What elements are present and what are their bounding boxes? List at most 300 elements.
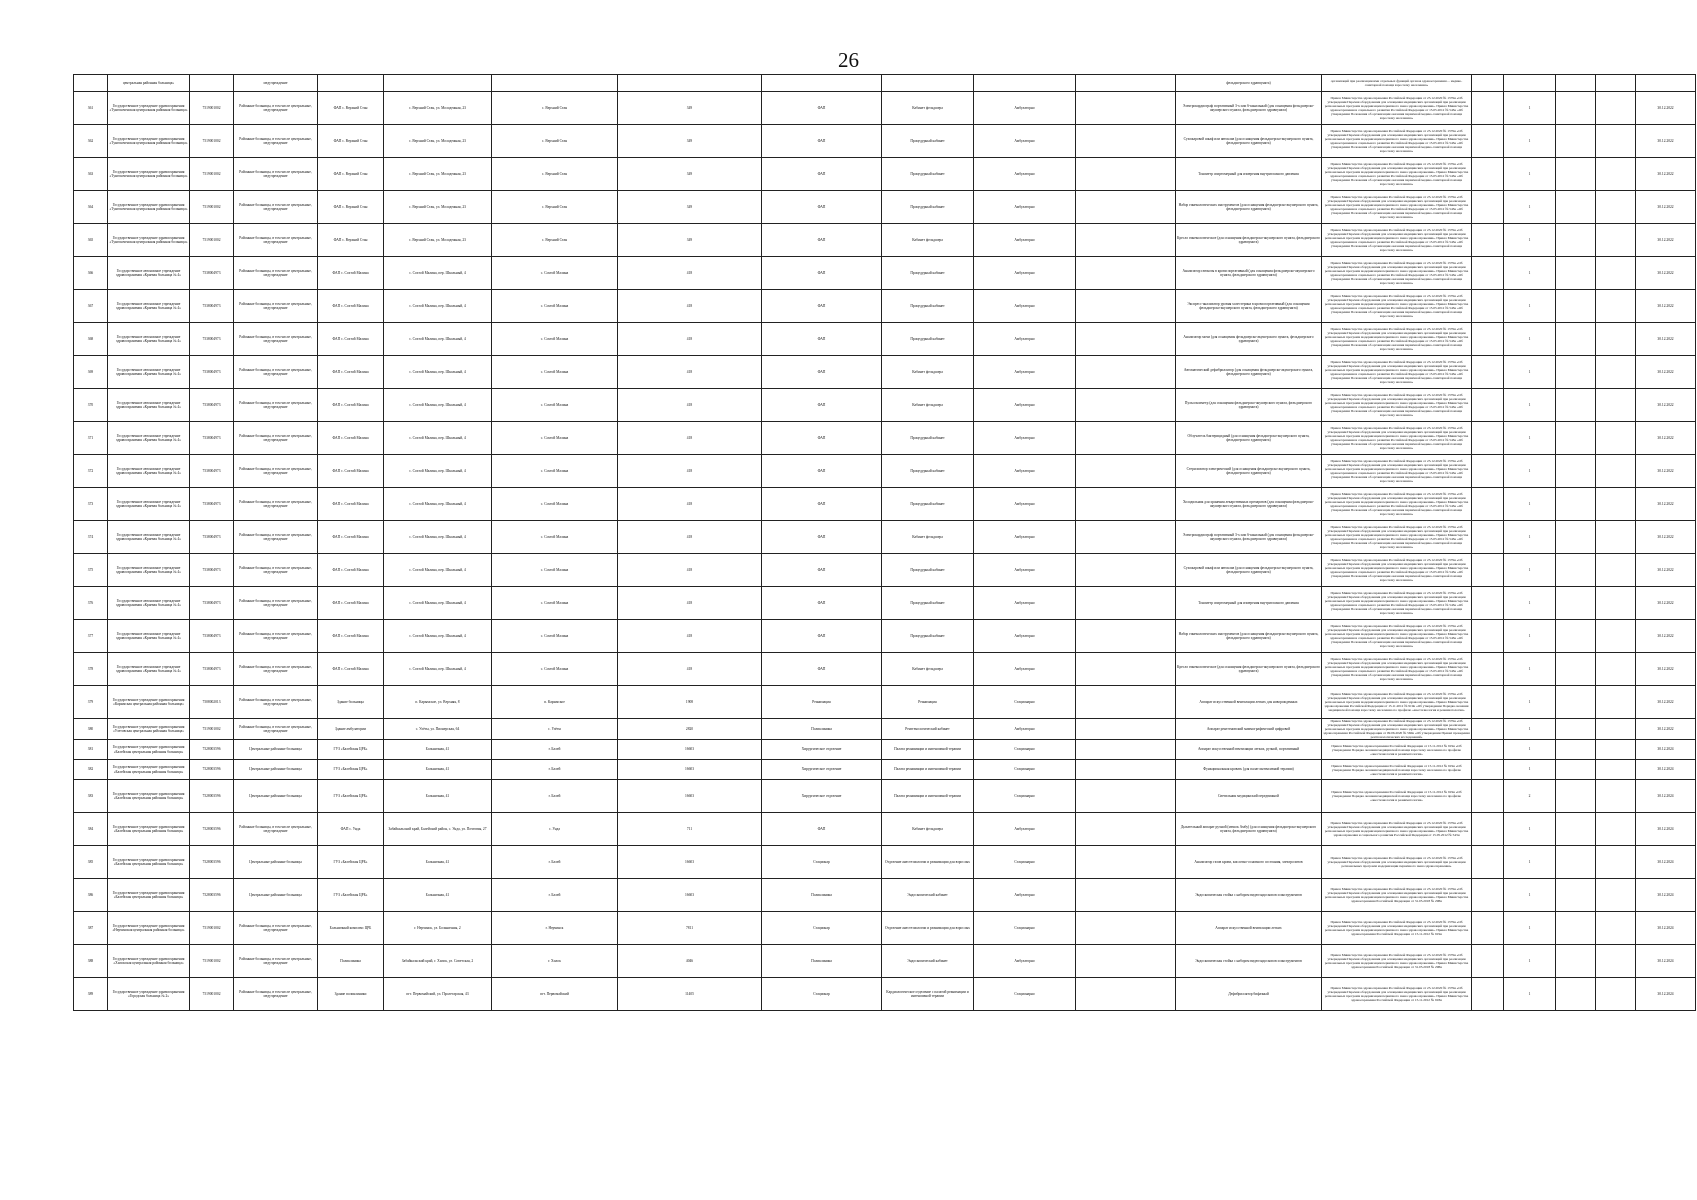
cell-no: 383: [74, 780, 108, 813]
cell-settlement: с. Верхний Стан: [492, 125, 618, 158]
cell-address: с. Сохтой Малина, пер. Школьный, 4: [384, 257, 492, 290]
cell-no: 368: [74, 323, 108, 356]
cell-date: 30.12.2022: [1636, 125, 1696, 158]
cell-legal: Приказ Министерства здравоохранения Российской Федерации от 23.12.2020 № 1379н «Об утверждении Перечня оборудования для оснащения медицинских организаций при реализации региональных программ модернизации первичного звена здравоохранения». Приказ Министерства здравоохранения и социального развития Российской Федерации от 15.05.2012 № 543н «Об утверждении Положения об организации оказания первичной медико-санитарной помощи взрослому населению»: [1322, 290, 1472, 323]
empty-cell: [1556, 422, 1596, 455]
empty-cell: [1472, 92, 1504, 125]
cell-type: медучреждение: [234, 75, 318, 92]
empty-cell: [1596, 290, 1636, 323]
cell-subdiv: Стационар: [762, 978, 882, 1011]
cell-qty: 1: [1504, 879, 1556, 912]
cell-unit: ФАП с. Сохтой Малина: [318, 389, 384, 422]
empty-cell: [1076, 92, 1176, 125]
empty-cell: [1556, 191, 1596, 224]
cell-qty: 2: [1504, 780, 1556, 813]
cell-care: Амбулаторно: [974, 356, 1076, 389]
cell-equipment: Набор гинекологических инструментов (для оснащения фельдшерско-акушерского пункта, фельдшерского здравпункта): [1176, 620, 1322, 653]
cell-subdiv: ФАП: [762, 813, 882, 846]
cell-no: 384: [74, 813, 108, 846]
cell-settlement: с. Сохтой Малина: [492, 521, 618, 554]
cell-room: Процедурный кабинет: [882, 587, 974, 620]
cell-settlement: с. Верхний Стан: [492, 224, 618, 257]
cell-unit: ФАП с. Сохтой Малина: [318, 323, 384, 356]
empty-cell: [1076, 323, 1176, 356]
cell-address: пгт. Первомайский, ул. Пролетарская, 43: [384, 978, 492, 1011]
cell-settlement: г. Хилок: [492, 945, 618, 978]
cell-inn: 7528003596: [190, 760, 234, 780]
table-row: [74, 125, 1696, 158]
empty-cell: [1472, 740, 1504, 760]
cell-no: 375: [74, 554, 108, 587]
empty-cell: [1556, 488, 1596, 521]
cell-address: с. Сохтой Малина, пер. Школьный, 4: [384, 389, 492, 422]
cell-subdiv: ФАП: [762, 455, 882, 488]
cell-legal: Приказ Министерства здравоохранения Российской Федерации от 23.12.2020 № 1379н «Об утверждении Перечня оборудования для оснащения медицинских организаций при реализации региональных программ модернизации первичного звена здравоохранения». Приказ Министерства здравоохранения и социального развития Российской Федерации от 15.05.2012 № 543н «Об утверждении Положения об организации оказания первичной медико-санитарной помощи взрослому населению»: [1322, 191, 1472, 224]
cell-oktmo: 11405: [618, 978, 762, 1011]
cell-equipment: Анализатор газов крови, кислотно-основного состояния, электролитов: [1176, 846, 1322, 879]
cell-room: Отделение анестезиологии и реанимации для взрослых: [882, 912, 974, 945]
cell-address: с. Сохтой Малина, пер. Школьный, 4: [384, 323, 492, 356]
cell-inn: 7519001002: [190, 945, 234, 978]
cell-settlement: пгт. Первомайский: [492, 978, 618, 1011]
cell-date: 30.12.2022: [1636, 290, 1696, 323]
cell-care: Амбулаторно: [974, 323, 1076, 356]
cell-inn: 7519001002: [190, 719, 234, 740]
empty-cell: [1472, 620, 1504, 653]
cell-type: Районные больницы, в том числе центральные, медучреждение: [234, 158, 318, 191]
cell-date: 30.12.2022: [1636, 686, 1696, 719]
cell-settlement: с. Сохтой Малина: [492, 290, 618, 323]
cell-subdiv: ФАП: [762, 125, 882, 158]
table-row: [74, 191, 1696, 224]
empty-cell: [1472, 290, 1504, 323]
empty-cell: [1596, 422, 1636, 455]
cell-date: 30.12.2022: [1636, 191, 1696, 224]
cell-care: Стационарно: [974, 780, 1076, 813]
empty-cell: [1596, 719, 1636, 740]
cell-legal: Приказ Министерства здравоохранения Российской Федерации от 23.12.2020 № 1379н «Об утверждении Перечня оборудования для оснащения медицинских организаций при реализации региональных программ модернизации первичного звена здравоохранения». Приказ Министерства здравоохранения и социального развития Российской Федерации от 15.05.2012 № 543н «Об утверждении Положения об организации оказания первичной медико-санитарной помощи взрослому населению»: [1322, 554, 1472, 587]
cell-legal: Приказ Министерства здравоохранения Российской Федерации от 23.12.2020 № 1379н «Об утверждении Перечня оборудования для оснащения медицинских организаций при реализации региональных программ модернизации первичного звена здравоохранения». Приказ Министерства здравоохранения и социального развития Российской Федерации от 15.05.2012 № 543н «Об утверждении Положения об организации оказания первичной медико-санитарной помощи взрослому населению»: [1322, 455, 1472, 488]
empty-cell: [1472, 224, 1504, 257]
cell-no: 366: [74, 257, 108, 290]
cell-care: Амбулаторно: [974, 422, 1076, 455]
cell-oktmo: 418: [618, 389, 762, 422]
cell-room: Кабинет фельдшера: [882, 356, 974, 389]
cell-care: Амбулаторно: [974, 191, 1076, 224]
empty-cell: [1472, 554, 1504, 587]
empty-cell: [1472, 356, 1504, 389]
cell-subdiv: Стационар: [762, 846, 882, 879]
table-row: [74, 455, 1696, 488]
cell-address: Больничная, 41: [384, 780, 492, 813]
empty-cell: [1596, 158, 1636, 191]
empty-cell: [1556, 356, 1596, 389]
cell-oktmo: 2820: [618, 719, 762, 740]
cell-legal: Приказ Министерства здравоохранения Российской Федерации от 15.11.2012 № 919н «Об утверждении Порядка оказания медицинской помощи взрослому населению по профилю «анестезиология и реаниматология»: [1322, 740, 1472, 760]
cell-no: 367: [74, 290, 108, 323]
empty-cell: [1076, 554, 1176, 587]
cell-legal: Приказ Министерства здравоохранения Российской Федерации от 23.12.2020 № 1379н «Об утверждении Перечня оборудования для оснащения медицинских организаций при реализации региональных программ модернизации первичного звена здравоохранения». Приказ Министерства здравоохранения и социального развития Российской Федерации от 15.05.2012 № 543н «Об утверждении Положения об организации оказания первичной медико-санитарной помощи взрослому населению»: [1322, 521, 1472, 554]
table-row: [74, 75, 1696, 92]
cell-settlement: с. Верхний Стан: [492, 92, 618, 125]
cell-qty: 1: [1504, 455, 1556, 488]
empty-cell: [1596, 945, 1636, 978]
cell-settlement: с. Сохтой Малина: [492, 257, 618, 290]
cell-qty: 1: [1504, 719, 1556, 740]
cell-type: Центральные районные больницы: [234, 879, 318, 912]
empty-cell: [1556, 653, 1596, 686]
empty-cell: [1596, 389, 1636, 422]
cell-legal: Приказ Министерства здравоохранения Российской Федерации от 23.12.2020 № 1379н «Об утверждении Перечня оборудования для оснащения медицинских организаций при реализации региональных программ модернизации первичного звена здравоохранения». Приказ Министерства здравоохранения и социального развития Российской Федерации от 15.05.2012 № 543н «Об утверждении Положения об организации оказания первичной медико-санитарной помощи взрослому населению»: [1322, 488, 1472, 521]
cell-type: Районные больницы, в том числе центральные, медучреждение: [234, 224, 318, 257]
cell-equipment: Тонометр спиртомерный для измерения внутриглазного давления: [1176, 158, 1322, 191]
cell-legal: Приказ Министерства здравоохранения Российской Федерации от 23.12.2020 № 1379н «Об утверждении Перечня оборудования для оснащения медицинских организаций при реализации региональных программ модернизации первичного звена здравоохранения». Приказ Министерства здравоохранения Российской Федерации от 31.05.2018 № 298н: [1322, 879, 1472, 912]
cell-oktmo: 418: [618, 290, 762, 323]
cell-inn: 7538004973: [190, 422, 234, 455]
empty-cell: [1076, 740, 1176, 760]
empty-cell: [1596, 488, 1636, 521]
cell-type: Районные больницы, в том числе центральные, медучреждение: [234, 92, 318, 125]
cell-no: 381: [74, 740, 108, 760]
empty-cell: [1556, 719, 1596, 740]
cell-oktmo: 16603: [618, 879, 762, 912]
cell-date: 30.12.2022: [1636, 554, 1696, 587]
empty-cell: [1472, 75, 1504, 92]
table-row: [74, 422, 1696, 455]
cell-equipment: Пульсоксиметр (для оснащения фельдшерско-акушерского пункта, фельдшерского здравпункта): [1176, 389, 1322, 422]
empty-cell: [1472, 488, 1504, 521]
cell-equipment: Дыхательный аппарат ручной (мешок Амбу) (для оснащения фельдшерско-акушерского пункта, фельдшерского здравпункта): [1176, 813, 1322, 846]
cell-oktmo: 418: [618, 455, 762, 488]
cell-settlement: [492, 75, 618, 92]
cell-unit: ФАП с. Сохтой Малина: [318, 422, 384, 455]
empty-cell: [1596, 813, 1636, 846]
empty-cell: [1596, 620, 1636, 653]
cell-date: 30.12.2024: [1636, 760, 1696, 780]
cell-room: Процедурный кабинет: [882, 158, 974, 191]
cell-room: Эндоскопический кабинет: [882, 945, 974, 978]
cell-qty: 1: [1504, 389, 1556, 422]
cell-org: Государственное учреждение здравоохранения «Тунгокоченская центральная районная больница»: [108, 125, 190, 158]
cell-date: 30.12.2024: [1636, 780, 1696, 813]
table-row: [74, 488, 1696, 521]
cell-equipment: Аппарат искусственной вентиляции легких, ручной, портативный: [1176, 740, 1322, 760]
cell-org: Государственное учреждение здравоохранения «Тунгокоченская центральная районная больница»: [108, 224, 190, 257]
cell-room: Процедурный кабинет: [882, 554, 974, 587]
empty-cell: [1076, 945, 1176, 978]
cell-unit: ФАП с. Верхний Стан: [318, 158, 384, 191]
table-row: [74, 554, 1696, 587]
cell-address: с. Улёты, ул. Пионерская, 64: [384, 719, 492, 740]
cell-equipment: Сухожаровой шкаф или автоклав (для оснащения фельдшерско-акушерского пункта, фельдшерского здравпункта): [1176, 554, 1322, 587]
cell-no: 371: [74, 422, 108, 455]
empty-cell: [1076, 912, 1176, 945]
cell-unit: Здание больницы: [318, 686, 384, 719]
cell-no: 361: [74, 92, 108, 125]
empty-cell: [1472, 323, 1504, 356]
cell-date: 30.12.2024: [1636, 879, 1696, 912]
cell-oktmo: 7811: [618, 912, 762, 945]
cell-care: Амбулаторно: [974, 290, 1076, 323]
cell-inn: 7538004973: [190, 257, 234, 290]
cell-legal: Приказ Министерства здравоохранения Российской Федерации от 23.12.2020 № 1379н «Об утверждении Перечня оборудования для оснащения медицинских организаций при реализации региональных программ модернизации первичного звена здравоохранения». Приказ Министерства здравоохранения и социального развития Российской Федерации от 15.05.2012 № 543н «Об утверждении Положения об организации оказания первичной медико-санитарной помощи взрослому населению»: [1322, 653, 1472, 686]
empty-cell: [1076, 224, 1176, 257]
cell-type: Районные больницы, в том числе центральные, медучреждение: [234, 422, 318, 455]
cell-type: Районные больницы, в том числе центральные, медучреждение: [234, 686, 318, 719]
cell-type: Районные больницы, в том числе центральные, медучреждение: [234, 257, 318, 290]
cell-subdiv: Реанимация: [762, 686, 882, 719]
cell-legal: Приказ Министерства здравоохранения Российской Федерации от 23.12.2020 № 1379н «Об утверждении Перечня оборудования для оснащения медицинских организаций при реализации региональных программ модернизации первичного звена здравоохранения». Приказ Министерства здравоохранения и социального развития Российской Федерации от 15.05.2012 № 543н «Об утверждении Положения об организации оказания первичной медико-санитарной помощи взрослому населению»: [1322, 620, 1472, 653]
cell-room: Палата реанимации и интенсивной терапии: [882, 760, 974, 780]
cell-equipment: Тонометр спиртомерный для измерения внутриглазного давления: [1176, 587, 1322, 620]
cell-legal: организаций при реализации ими отдельных функций органов здравоохранения ... медико-санитарной помощи взрослому населению»: [1322, 75, 1472, 92]
cell-room: Кабинет фельдшера: [882, 813, 974, 846]
empty-cell: [1556, 740, 1596, 760]
empty-cell: [1076, 290, 1176, 323]
empty-cell: [1076, 125, 1176, 158]
cell-type: Районные больницы, в том числе центральные, медучреждение: [234, 620, 318, 653]
cell-oktmo: 418: [618, 521, 762, 554]
empty-cell: [1556, 813, 1596, 846]
cell-no: 373: [74, 488, 108, 521]
cell-inn: 7538004973: [190, 521, 234, 554]
cell-address: Забайкальский край, Балейский район, с. Унда, ул. Почтовая, 27: [384, 813, 492, 846]
cell-type: Районные больницы, в том числе центральные, медучреждение: [234, 912, 318, 945]
cell-org: Государственное учреждение здравоохранения «Балейская центральная районная больница»: [108, 846, 190, 879]
empty-cell: [1596, 224, 1636, 257]
cell-subdiv: ФАП: [762, 356, 882, 389]
table-row: [74, 813, 1696, 846]
empty-cell: [1076, 422, 1176, 455]
empty-cell: [1472, 719, 1504, 740]
empty-cell: [1556, 978, 1596, 1011]
cell-qty: 1: [1504, 620, 1556, 653]
cell-care: Амбулаторно: [974, 653, 1076, 686]
table-row: [74, 912, 1696, 945]
cell-qty: 1: [1504, 290, 1556, 323]
table-row: [74, 389, 1696, 422]
cell-address: с. Сохтой Малина, пер. Школьный, 4: [384, 620, 492, 653]
cell-legal: Приказ Министерства здравоохранения Российской Федерации от 23.12.2020 № 1379н «Об утверждении Перечня оборудования для оснащения медицинских организаций при реализации региональных программ модернизации первичного звена здравоохранения». Приказ Министерства здравоохранения и социального развития Российской Федерации от 15.05.2012 № 543н «Об утверждении Положения об организации оказания первичной медико-санитарной помощи взрослому населению»: [1322, 587, 1472, 620]
cell-unit: ГУЗ «Балейская ЦРБ»: [318, 760, 384, 780]
cell-care: Амбулаторно: [974, 455, 1076, 488]
cell-subdiv: ФАП: [762, 620, 882, 653]
equipment-register-table: [73, 74, 1696, 1011]
cell-no: 377: [74, 620, 108, 653]
cell-subdiv: Поликлиника: [762, 945, 882, 978]
table-row: [74, 653, 1696, 686]
cell-settlement: с. Сохтой Малина: [492, 554, 618, 587]
cell-type: Районные больницы, в том числе центральные, медучреждение: [234, 125, 318, 158]
empty-cell: [1076, 191, 1176, 224]
table-row: [74, 158, 1696, 191]
cell-qty: 1: [1504, 191, 1556, 224]
cell-subdiv: ФАП: [762, 521, 882, 554]
cell-address: с. Верхний Стан, ул. Молодежная, 23: [384, 191, 492, 224]
cell-address: с. Верхний Стан, ул. Молодежная, 23: [384, 125, 492, 158]
cell-org: Государственное автономное учреждение здравоохранения «Краевая больница № 4»: [108, 389, 190, 422]
empty-cell: [1596, 846, 1636, 879]
cell-inn: 7519001002: [190, 191, 234, 224]
cell-qty: 1: [1504, 554, 1556, 587]
cell-care: Амбулаторно: [974, 224, 1076, 257]
cell-address: Больничная, 41: [384, 760, 492, 780]
cell-subdiv: ФАП: [762, 191, 882, 224]
empty-cell: [1556, 257, 1596, 290]
cell-type: Центральные районные больницы: [234, 780, 318, 813]
cell-room: Рентгенологический кабинет: [882, 719, 974, 740]
empty-cell: [1556, 846, 1596, 879]
cell-org: Государственное автономное учреждение здравоохранения «Краевая больница № 4»: [108, 620, 190, 653]
cell-no: 372: [74, 455, 108, 488]
table-row: [74, 760, 1696, 780]
cell-address: с. Сохтой Малина, пер. Школьный, 4: [384, 488, 492, 521]
cell-care: Амбулаторно: [974, 719, 1076, 740]
cell-care: Амбулаторно: [974, 521, 1076, 554]
cell-org: Государственное автономное учреждение здравоохранения «Краевая больница № 4»: [108, 290, 190, 323]
empty-cell: [1556, 92, 1596, 125]
cell-unit: ФАП с. Сохтой Малина: [318, 290, 384, 323]
table-row: [74, 686, 1696, 719]
cell-oktmo: 418: [618, 356, 762, 389]
cell-inn: 7538004973: [190, 290, 234, 323]
cell-inn: 7528003596: [190, 846, 234, 879]
cell-type: Районные больницы, в том числе центральные, медучреждение: [234, 389, 318, 422]
cell-inn: 7538004973: [190, 620, 234, 653]
empty-cell: [1472, 587, 1504, 620]
table-row: [74, 521, 1696, 554]
table-row: [74, 846, 1696, 879]
cell-equipment: Анализатор мочи (для оснащения фельдшерско-акушерского пункта, фельдшерского здравпункта): [1176, 323, 1322, 356]
cell-unit: ФАП с. Сохтой Малина: [318, 455, 384, 488]
cell-care: Амбулаторно: [974, 554, 1076, 587]
cell-equipment: Холодильник для хранения лекарственных препаратов (для оснащения фельдшерско-акушерского пункта, фельдшерского здравпункта): [1176, 488, 1322, 521]
cell-type: Районные больницы, в том числе центральные, медучреждение: [234, 813, 318, 846]
cell-equipment: фельдшерского здравпункта): [1176, 75, 1322, 92]
cell-org: Государственное учреждение здравоохранения «Балейская центральная районная больница»: [108, 740, 190, 760]
cell-subdiv: ФАП: [762, 554, 882, 587]
cell-unit: ГУЗ «Балейская ЦРБ»: [318, 846, 384, 879]
empty-cell: [1556, 224, 1596, 257]
empty-cell: [1472, 191, 1504, 224]
cell-settlement: с. Улёты: [492, 719, 618, 740]
cell-qty: 1: [1504, 521, 1556, 554]
empty-cell: [1076, 257, 1176, 290]
empty-cell: [1472, 879, 1504, 912]
cell-oktmo: 418: [618, 488, 762, 521]
cell-oktmo: 418: [618, 620, 762, 653]
cell-oktmo: 349: [618, 125, 762, 158]
cell-room: Процедурный кабинет: [882, 422, 974, 455]
cell-inn: 7538004973: [190, 356, 234, 389]
cell-care: Амбулаторно: [974, 587, 1076, 620]
cell-unit: ГУЗ «Балейская ЦРБ»: [318, 780, 384, 813]
cell-qty: 1: [1504, 760, 1556, 780]
cell-subdiv: Хирургическое отделение: [762, 760, 882, 780]
cell-qty: 1: [1504, 323, 1556, 356]
cell-unit: ФАП с. Сохтой Малина: [318, 521, 384, 554]
cell-address: с. Сохтой Малина, пер. Школьный, 4: [384, 290, 492, 323]
cell-no: 382: [74, 760, 108, 780]
cell-inn: 7519001002: [190, 224, 234, 257]
cell-qty: 1: [1504, 686, 1556, 719]
cell-date: 30.12.2022: [1636, 521, 1696, 554]
cell-legal: Приказ Министерства здравоохранения Российской Федерации от 23.12.2020 № 1379н «Об утверждении Перечня оборудования для оснащения медицинских организаций при реализации региональных программ модернизации первичного звена здравоохранения». Приказ Министерства здравоохранения и социального развития Российской Федерации от 15.05.2012 № 543н «Об утверждении Положения об организации оказания первичной медико-санитарной помощи взрослому населению»: [1322, 158, 1472, 191]
cell-type: Районные больницы, в том числе центральные, медучреждение: [234, 356, 318, 389]
empty-cell: [1472, 846, 1504, 879]
cell-equipment: Эндоскопическая стойка с набором видеоэндоскопов и инструментов: [1176, 879, 1322, 912]
cell-settlement: с. Сохтой Малина: [492, 455, 618, 488]
cell-type: Районные больницы, в том числе центральные, медучреждение: [234, 653, 318, 686]
cell-type: Центральные районные больницы: [234, 740, 318, 760]
cell-date: 30.12.2022: [1636, 620, 1696, 653]
empty-cell: [1076, 521, 1176, 554]
cell-settlement: г. Балей: [492, 760, 618, 780]
cell-no: [74, 75, 108, 92]
cell-unit: Поликлиника: [318, 945, 384, 978]
cell-inn: 7528003596: [190, 780, 234, 813]
empty-cell: [1472, 521, 1504, 554]
cell-org: Государственное автономное учреждение здравоохранения «Краевая больница № 4»: [108, 422, 190, 455]
cell-qty: 1: [1504, 422, 1556, 455]
cell-room: Эндоскопический кабинет: [882, 879, 974, 912]
cell-address: с. Сохтой Малина, пер. Школьный, 4: [384, 587, 492, 620]
empty-cell: [1596, 191, 1636, 224]
cell-qty: 1: [1504, 653, 1556, 686]
cell-qty: 1: [1504, 813, 1556, 846]
empty-cell: [1596, 75, 1636, 92]
cell-inn: 7519001002: [190, 912, 234, 945]
empty-cell: [1556, 912, 1596, 945]
cell-unit: ФАП с. Сохтой Малина: [318, 587, 384, 620]
cell-equipment: Стерилизатор электрический (для оснащения фельдшерско-акушерского пункта, фельдшерского здравпункта): [1176, 455, 1322, 488]
cell-unit: ГУЗ «Балейская ЦРБ»: [318, 740, 384, 760]
cell-no: 380: [74, 719, 108, 740]
empty-cell: [1556, 455, 1596, 488]
cell-oktmo: 16603: [618, 846, 762, 879]
cell-room: [882, 75, 974, 92]
cell-care: Амбулаторно: [974, 813, 1076, 846]
cell-type: Районные больницы, в том числе центральные, медучреждение: [234, 323, 318, 356]
cell-unit: ФАП с. Верхний Стан: [318, 125, 384, 158]
cell-room: Кабинет фельдшера: [882, 224, 974, 257]
cell-oktmo: 418: [618, 323, 762, 356]
cell-org: Государственное автономное учреждение здравоохранения «Краевая больница № 4»: [108, 521, 190, 554]
cell-equipment: Функциональная кровать (для палат интенсивной терапии): [1176, 760, 1322, 780]
cell-equipment: Аппарат рентгеновский маммографический цифровой: [1176, 719, 1322, 740]
empty-cell: [1472, 257, 1504, 290]
cell-subdiv: Хирургическое отделение: [762, 740, 882, 760]
page-number: 26: [838, 48, 859, 72]
cell-type: Районные больницы, в том числе центральные, медучреждение: [234, 455, 318, 488]
cell-legal: Приказ Министерства здравоохранения Российской Федерации от 23.12.2020 № 1379н «Об утверждении Перечня оборудования для оснащения медицинских организаций при реализации региональных программ модернизации первичного звена здравоохранения». Приказ Министерства здравоохранения Российской Федерации от 09.06.2020 № 560н «Об утверждении Правил проведения рентгенологических исследований»: [1323, 719, 1470, 739]
empty-cell: [1076, 75, 1176, 92]
empty-cell: [1596, 780, 1636, 813]
cell-inn: 7519001002: [190, 125, 234, 158]
cell-settlement: с. Сохтой Малина: [492, 389, 618, 422]
cell-qty: 1: [1504, 356, 1556, 389]
cell-settlement: с. Сохтой Малина: [492, 422, 618, 455]
cell-settlement: с. Сохтой Малина: [492, 488, 618, 521]
cell-settlement: г. Балей: [492, 846, 618, 879]
empty-cell: [1472, 455, 1504, 488]
cell-care: Амбулаторно: [974, 879, 1076, 912]
cell-room: Процедурный кабинет: [882, 257, 974, 290]
cell-unit: ФАП с. Верхний Стан: [318, 191, 384, 224]
cell-oktmo: 4046: [618, 945, 762, 978]
empty-cell: [1596, 587, 1636, 620]
table-row: [74, 323, 1696, 356]
